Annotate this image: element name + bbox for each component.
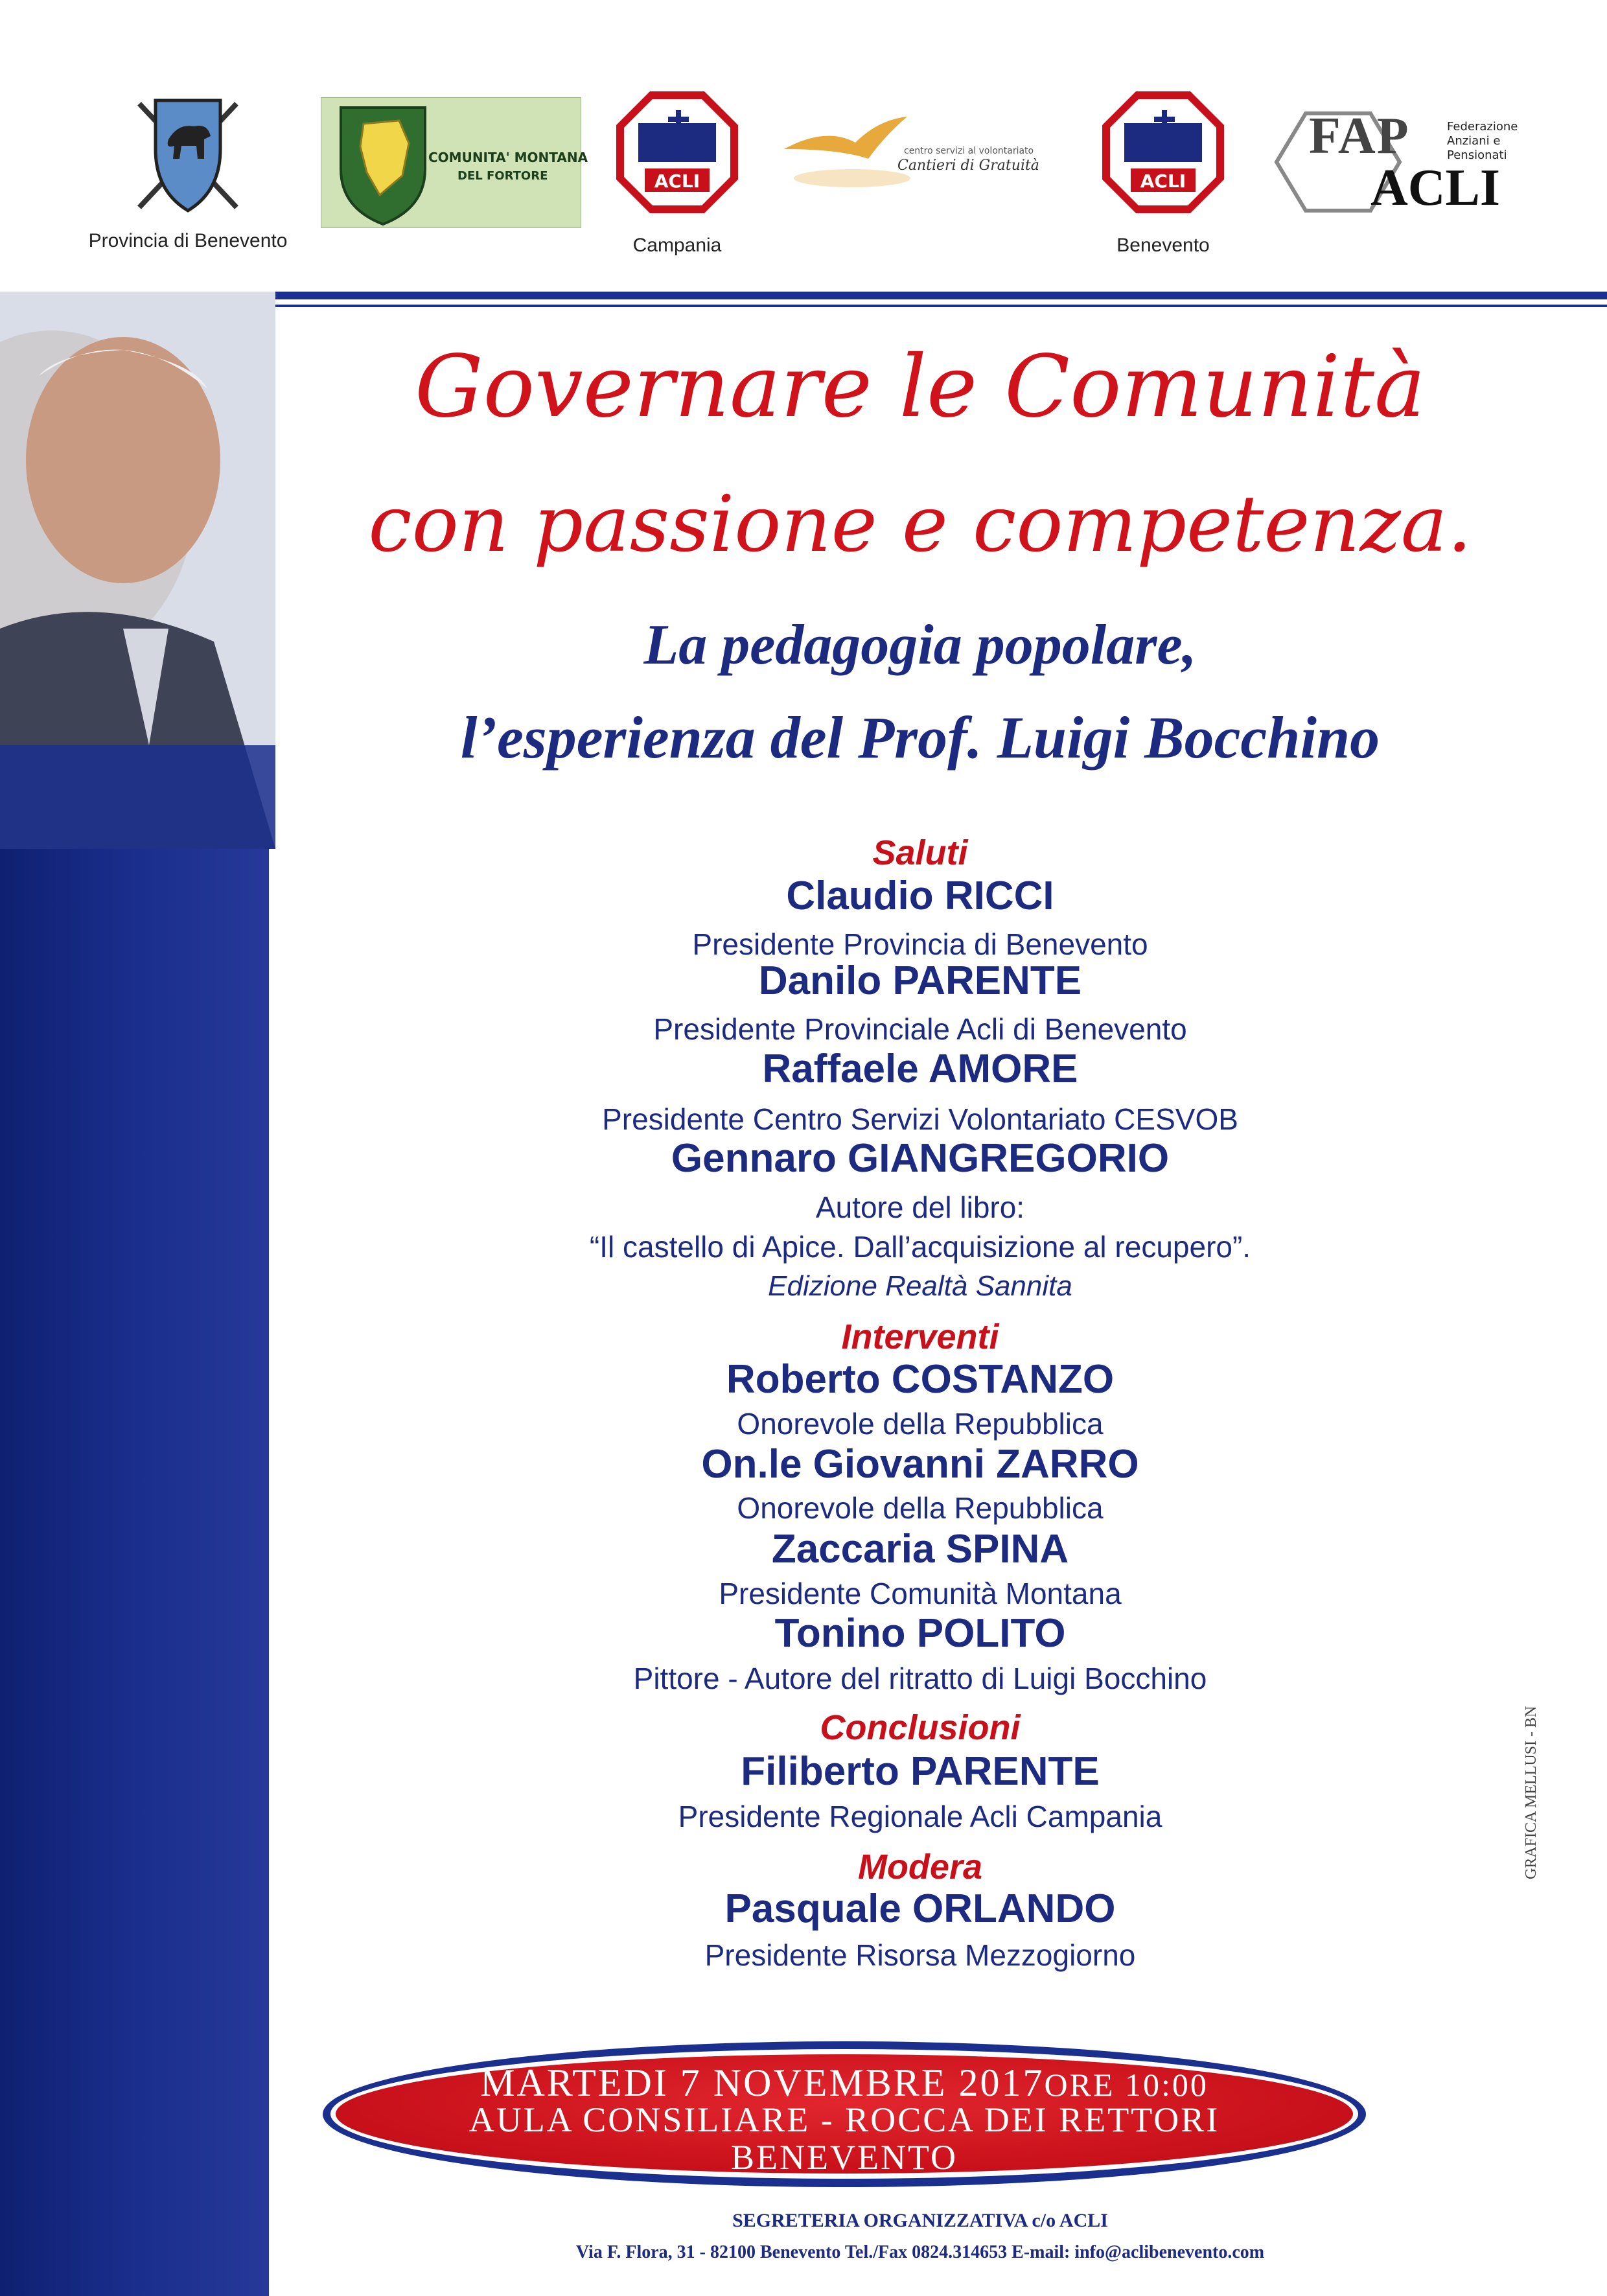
speaker-role: Presidente Comunità Montana	[719, 1577, 1122, 1610]
provincia-benevento-logo	[126, 78, 249, 220]
subtitle-line-1: La pedagogia popolare,	[643, 614, 1197, 677]
fap-small-2: Anziani e	[1447, 134, 1501, 148]
saluti-label: Saluti	[872, 833, 968, 872]
fap-small-3: Pensionati	[1447, 148, 1507, 162]
speaker-name: Pasquale ORLANDO	[724, 1886, 1116, 1931]
conclusioni-label: Conclusioni	[820, 1708, 1021, 1747]
cesvob-logo	[781, 113, 1072, 217]
speaker-role: Presidente Risorsa Mezzogiorno	[704, 1938, 1136, 1972]
speaker-role: Presidente Provincia di Benevento	[692, 927, 1148, 961]
portrait-photo	[0, 292, 275, 849]
speaker-role: Autore del libro:	[815, 1190, 1025, 1224]
cesvob-text-1: centro servizi al volontariato	[904, 146, 1034, 156]
comunita-montana-logo	[321, 97, 588, 228]
speaker-name: Raffaele AMORE	[762, 1047, 1078, 1091]
book-title: “Il castello di Apice. Dall’acquisizione al recupero”.	[589, 1230, 1251, 1264]
speaker-name: On.le Giovanni ZARRO	[701, 1442, 1139, 1487]
title-line-1: Governare le Comunità	[415, 337, 1426, 437]
speaker-name: Filiberto PARENTE	[741, 1749, 1100, 1794]
acli-campania-badge-text: ACLI	[654, 170, 700, 192]
footer-contacts: Via F. Flora, 31 - 82100 Benevento Tel./Fax 0824.314653 E-mail: info@aclibenevento.com	[575, 2242, 1265, 2262]
acli-badge-icon	[612, 87, 742, 217]
acli-campania-caption: Campania	[632, 235, 722, 256]
event-time: ORE 10:00	[1044, 2067, 1208, 2103]
event-venue: AULA CONSILIARE - ROCCA DEI RETTORI	[468, 2100, 1220, 2139]
comunita-text-2: DEL FORTORE	[457, 169, 548, 183]
speaker-name: Claudio RICCI	[786, 874, 1054, 918]
book-edition: Edizione Realtà Sannita	[768, 1270, 1072, 1302]
speaker-name: Tonino POLITO	[774, 1611, 1066, 1656]
speaker-role: Onorevole della Repubblica	[737, 1407, 1104, 1441]
fap-acli-logo	[1273, 107, 1545, 224]
speaker-role: Presidente Regionale Acli Campania	[678, 1800, 1162, 1833]
comunita-text-1: COMUNITA' MONTANA	[428, 150, 588, 165]
top-rule-thick	[275, 292, 1607, 299]
event-date-line	[336, 2061, 1353, 2105]
event-date: MARTEDI 7 NOVEMBRE 2017	[480, 2061, 1045, 2104]
cesvob-text-2: Cantieri di Gratuità	[897, 157, 1039, 174]
speaker-role: Presidente Centro Servizi Volontariato CESVOB	[602, 1102, 1238, 1136]
acli-badge-icon	[1098, 87, 1228, 217]
acli-benevento-caption: Benevento	[1116, 235, 1210, 256]
acli-campania-logo	[612, 87, 742, 217]
acli-benevento-badge-text: ACLI	[1140, 170, 1186, 192]
footer-secretariat: SEGRETERIA ORGANIZZATIVA c/o ACLI	[732, 2210, 1108, 2231]
modera-label: Modera	[857, 1848, 983, 1886]
fap-letters-bottom: ACLI	[1370, 159, 1501, 216]
speaker-name: Zaccaria SPINA	[771, 1527, 1069, 1571]
provincia-caption: Provincia di Benevento	[88, 230, 288, 251]
fap-small-1: Federazione	[1447, 120, 1518, 133]
event-city: BENEVENTO	[731, 2138, 958, 2177]
subtitle-line-2: l’esperienza del Prof. Luigi Bocchino	[460, 704, 1380, 771]
speaker-name: Roberto COSTANZO	[726, 1357, 1115, 1402]
speaker-role: Presidente Provinciale Acli di Benevento	[653, 1012, 1187, 1046]
speaker-name: Danilo PARENTE	[758, 958, 1082, 1003]
map-shield-icon	[328, 98, 438, 227]
title-line-2: con passione e competenza.	[368, 480, 1472, 570]
graphic-credit: GRAFICA MELLUSI - BN	[1523, 1706, 1540, 1879]
top-rule-thin	[275, 305, 1607, 307]
speaker-role: Pittore - Autore del ritratto di Luigi Bocchino	[633, 1662, 1207, 1695]
portrait-icon	[0, 292, 275, 849]
speaker-role: Onorevole della Repubblica	[737, 1491, 1104, 1525]
fap-letters-top: FAP	[1309, 108, 1410, 165]
acli-benevento-logo	[1098, 87, 1228, 217]
speaker-name: Gennaro GIANGREGORIO	[671, 1136, 1170, 1181]
interventi-label: Interventi	[841, 1317, 999, 1356]
bird-icon	[781, 113, 910, 191]
shield-icon	[126, 78, 249, 220]
